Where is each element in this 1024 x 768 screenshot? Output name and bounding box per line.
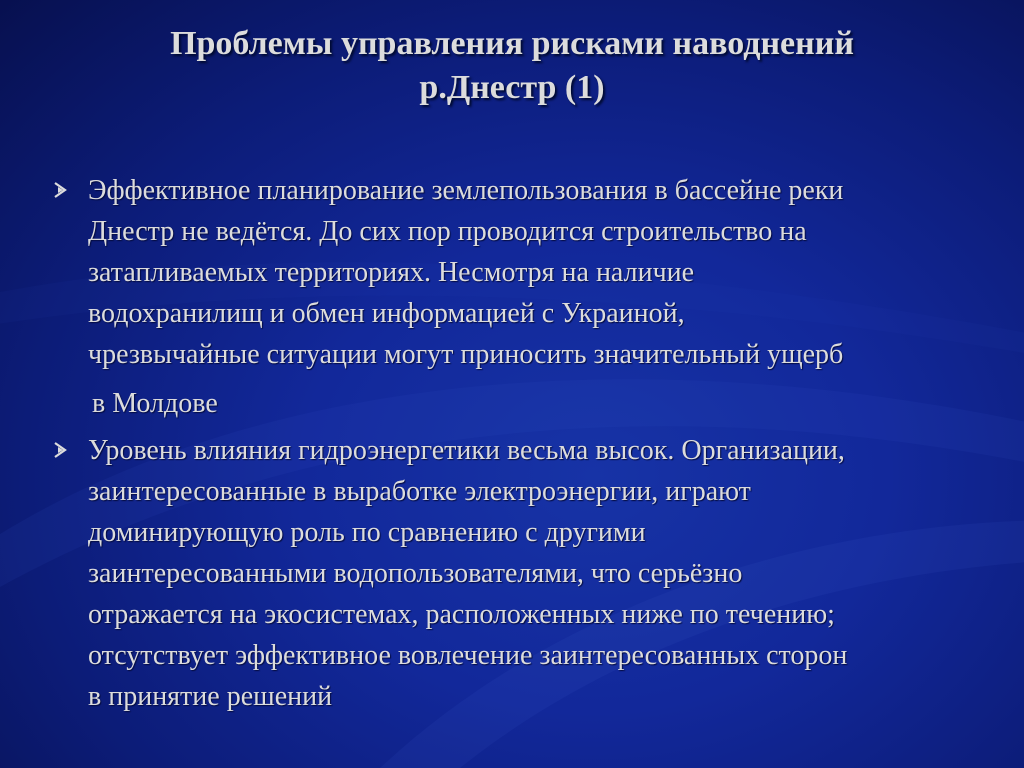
- bullet-item: [52, 430, 1002, 717]
- bullet-1-continuation: в Молдове: [92, 388, 218, 419]
- arrow-bullet-icon: [52, 178, 70, 202]
- bullet-1-line-3: затапливаемых территориях. Несмотря на наличие: [88, 257, 695, 288]
- bullet-1-line-1: Эффективное планирование землепользования в бассейне реки: [88, 175, 844, 206]
- bullet-2-line-1: Уровень влияния гидроэнергетики весьма высок. Организации,: [88, 435, 845, 466]
- bullet-1-line-5: чрезвычайные ситуации могут приносить значительный ущерб: [88, 339, 844, 370]
- bullet-list: [52, 170, 1002, 717]
- bullet-1-line-2: Днестр не ведётся. До сих пор проводится строительство на: [88, 216, 807, 247]
- bullet-1-line-4: водохранилищ и обмен информацией с Украиной,: [88, 298, 685, 329]
- title-line-1: Проблемы управления рисками наводнений: [170, 25, 854, 62]
- bullet-2-line-4: заинтересованными водопользователями, что серьёзно: [88, 558, 743, 589]
- bullet-2-line-3: доминирующую роль по сравнению с другими: [88, 517, 646, 548]
- bullet-2-line-6: отсутствует эффективное вовлечение заинтересованных сторон: [88, 640, 848, 671]
- bullet-item: [52, 170, 1002, 424]
- title-line-2: р.Днестр (1): [419, 69, 605, 106]
- arrow-bullet-icon: [52, 438, 70, 462]
- bullet-2-line-7: в принятие решений: [88, 681, 333, 712]
- slide-title: [60, 22, 964, 110]
- bullet-2-line-5: отражается на экосистемах, расположенных ниже по течению;: [88, 599, 835, 630]
- bullet-2-line-2: заинтересованные в выработке электроэнергии, играют: [88, 476, 751, 507]
